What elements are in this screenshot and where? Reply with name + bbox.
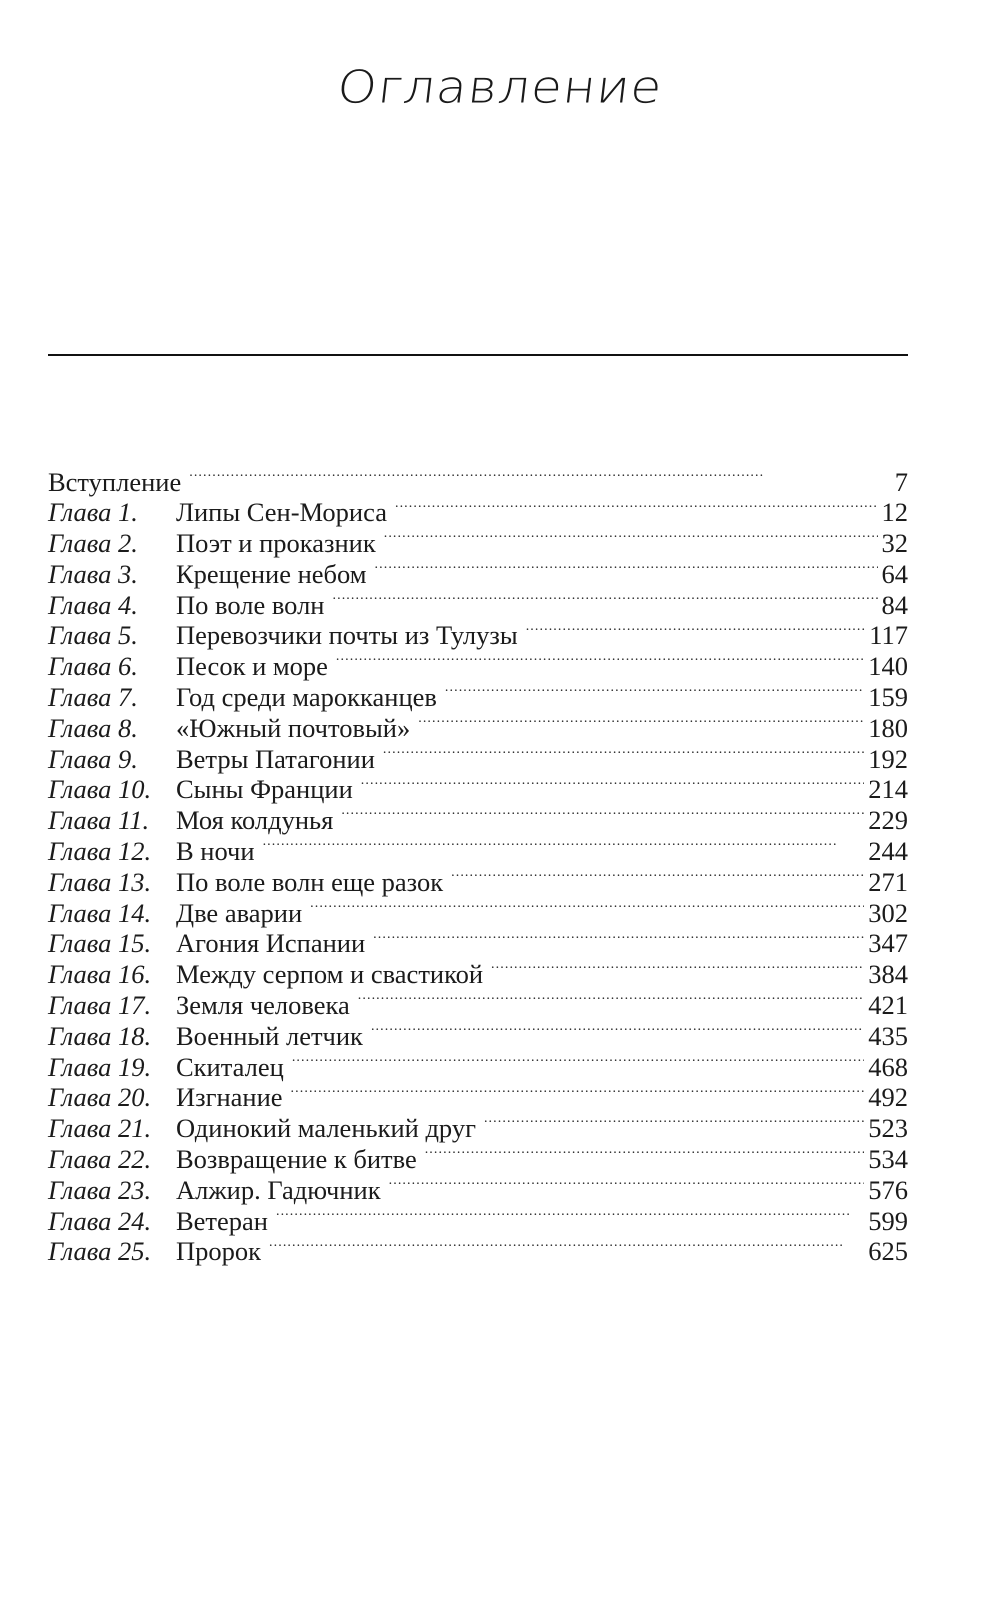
toc-entry xyxy=(48,803,908,834)
chapter-label: Глава 6. xyxy=(48,651,138,682)
dot-leader xyxy=(375,556,878,583)
chapter-label: Глава 21. xyxy=(48,1113,152,1144)
dot-leader xyxy=(341,803,864,830)
chapter-label: Глава 25. xyxy=(48,1236,152,1267)
page-number: 84 xyxy=(881,589,908,620)
chapter-label: Глава 13. xyxy=(48,866,152,897)
chapter-label: Глава 16. xyxy=(48,959,152,990)
chapter-title: Алжир. Гадючник xyxy=(176,1174,381,1205)
dot-leader xyxy=(384,526,878,553)
toc-entry xyxy=(48,1080,908,1111)
chapter-title: Крещение небом xyxy=(176,558,367,589)
chapter-title: Вступление xyxy=(48,466,182,497)
chapter-title: Одинокий маленький друг xyxy=(176,1113,476,1144)
dot-leader xyxy=(445,680,864,707)
chapter-label: Глава 14. xyxy=(48,897,152,928)
chapter-title: «Южный почтовый» xyxy=(176,712,411,743)
toc-entry xyxy=(48,957,908,988)
chapter-label: Глава 5. xyxy=(48,620,138,651)
chapter-title: Сыны Франции xyxy=(176,774,353,805)
dot-leader xyxy=(373,926,864,953)
chapter-title: Липы Сен-Мориса xyxy=(176,497,387,528)
page-number: 534 xyxy=(868,1144,908,1175)
chapter-title: Ветеран xyxy=(176,1205,268,1236)
table-of-contents xyxy=(48,464,908,1265)
chapter-title: Год среди марокканцев xyxy=(176,682,437,713)
toc-entry xyxy=(48,526,908,557)
toc-entry xyxy=(48,864,908,895)
toc-entry xyxy=(48,1049,908,1080)
chapter-title: Моя колдунья xyxy=(176,805,334,836)
toc-entry xyxy=(48,618,908,649)
dot-leader xyxy=(425,1142,865,1169)
page-number: 140 xyxy=(868,651,908,682)
dot-leader xyxy=(310,895,864,922)
page-number: 523 xyxy=(868,1113,908,1144)
dot-leader xyxy=(491,957,864,984)
toc-entry xyxy=(48,587,908,618)
page-number: 492 xyxy=(868,1082,908,1113)
dot-leader xyxy=(276,1203,864,1230)
chapter-title: Агония Испании xyxy=(176,928,366,959)
chapter-label: Глава 23. xyxy=(48,1174,152,1205)
page-number: 214 xyxy=(868,774,908,805)
toc-entry xyxy=(48,1172,908,1203)
toc-entry xyxy=(48,741,908,772)
page-number: 384 xyxy=(868,959,908,990)
horizontal-rule xyxy=(48,354,908,356)
dot-leader xyxy=(336,649,864,676)
chapter-label: Глава 3. xyxy=(48,558,138,589)
toc-entry xyxy=(48,1234,908,1265)
dot-leader xyxy=(371,1018,864,1045)
toc-entry xyxy=(48,680,908,711)
chapter-title: Возвращение к битве xyxy=(176,1144,417,1175)
chapter-title: По воле волн еще разок xyxy=(176,866,444,897)
chapter-title: Песок и море xyxy=(176,651,328,682)
toc-entry xyxy=(48,1203,908,1234)
toc-entry xyxy=(48,710,908,741)
page-number: 302 xyxy=(868,897,908,928)
dot-leader xyxy=(333,587,878,614)
chapter-label: Глава 7. xyxy=(48,682,138,713)
page-number: 468 xyxy=(868,1051,908,1082)
chapter-label: Глава 4. xyxy=(48,589,138,620)
chapter-title: Изгнание xyxy=(176,1082,283,1113)
dot-leader xyxy=(383,741,864,768)
page-number: 180 xyxy=(868,712,908,743)
toc-entry xyxy=(48,464,908,495)
page-number: 435 xyxy=(868,1020,908,1051)
chapter-title: Поэт и проказник xyxy=(176,528,376,559)
chapter-label: Глава 15. xyxy=(48,928,152,959)
page-number: 347 xyxy=(868,928,908,959)
chapter-label: Глава 24. xyxy=(48,1205,152,1236)
chapter-label: Глава 11. xyxy=(48,805,150,836)
page-number: 229 xyxy=(868,805,908,836)
toc-entry xyxy=(48,1018,908,1049)
chapter-label: Глава 18. xyxy=(48,1020,152,1051)
toc-entry xyxy=(48,772,908,803)
toc-entry xyxy=(48,926,908,957)
page-number: 576 xyxy=(868,1174,908,1205)
dot-leader xyxy=(292,1049,864,1076)
dot-leader xyxy=(395,495,878,522)
chapter-title: Пророк xyxy=(176,1236,262,1267)
chapter-title: Перевозчики почты из Тулузы xyxy=(176,620,518,651)
chapter-title: Ветры Патагонии xyxy=(176,743,375,774)
toc-entry xyxy=(48,1111,908,1142)
chapter-label: Глава 17. xyxy=(48,990,152,1021)
dot-leader xyxy=(358,988,864,1015)
page-number: 271 xyxy=(868,866,908,897)
page-number: 64 xyxy=(881,558,908,589)
chapter-title: Две аварии xyxy=(176,897,303,928)
chapter-title: По воле волн xyxy=(176,589,325,620)
dot-leader xyxy=(361,772,864,799)
page-title: Оглавление xyxy=(334,60,666,114)
toc-entry xyxy=(48,556,908,587)
chapter-label: Глава 9. xyxy=(48,743,138,774)
chapter-title: Земля человека xyxy=(176,990,350,1021)
dot-leader xyxy=(263,834,865,861)
chapter-label: Глава 1. xyxy=(48,497,138,528)
toc-entry xyxy=(48,834,908,865)
dot-leader xyxy=(189,464,891,491)
chapter-label: Глава 20. xyxy=(48,1082,152,1113)
chapter-label: Глава 22. xyxy=(48,1144,152,1175)
chapter-label: Глава 19. xyxy=(48,1051,152,1082)
dot-leader xyxy=(389,1172,865,1199)
dot-leader xyxy=(526,618,866,645)
chapter-title: Военный летчик xyxy=(176,1020,363,1051)
page-number: 159 xyxy=(868,682,908,713)
page-number: 12 xyxy=(881,497,908,528)
chapter-title: В ночи xyxy=(176,836,255,867)
toc-entry xyxy=(48,649,908,680)
toc-entry xyxy=(48,495,908,526)
chapter-title: Скиталец xyxy=(176,1051,284,1082)
dot-leader xyxy=(291,1080,865,1107)
page-number: 244 xyxy=(868,836,908,867)
chapter-label: Глава 12. xyxy=(48,836,152,867)
page-number: 32 xyxy=(881,528,908,559)
dot-leader xyxy=(418,710,864,737)
dot-leader xyxy=(269,1234,864,1261)
chapter-label: Глава 8. xyxy=(48,712,138,743)
page-number: 625 xyxy=(868,1236,908,1267)
page-number: 599 xyxy=(868,1205,908,1236)
toc-entry xyxy=(48,988,908,1019)
page-number: 421 xyxy=(868,990,908,1021)
dot-leader xyxy=(451,864,864,891)
chapter-label: Глава 2. xyxy=(48,528,138,559)
chapter-label: Глава 10. xyxy=(48,774,152,805)
toc-entry xyxy=(48,895,908,926)
page-number: 192 xyxy=(868,743,908,774)
dot-leader xyxy=(484,1111,864,1138)
page-number: 117 xyxy=(869,620,908,651)
toc-entry xyxy=(48,1142,908,1173)
page-number: 7 xyxy=(894,466,908,497)
chapter-title: Между серпом и свастикой xyxy=(176,959,484,990)
